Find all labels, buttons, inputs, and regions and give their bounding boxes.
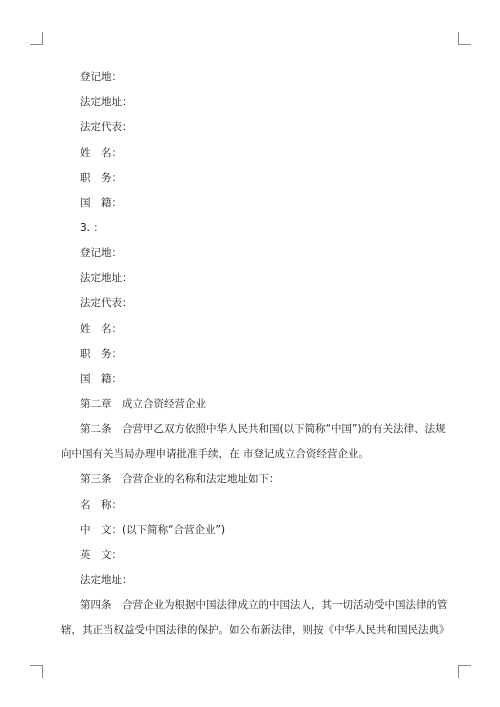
chapter-two-heading: 第二章 成立合资经营企业 [80, 398, 206, 410]
crop-mark-bottom-left [30, 665, 43, 678]
company-name-label: 名 称： [80, 499, 122, 511]
article-three: 第三条 合营企业的名称和法定地址如下： [80, 473, 280, 485]
party2-rep-nationality: 国 籍： [80, 197, 122, 209]
party3-legal-representative: 法定代表： [80, 297, 133, 309]
party3-legal-address: 法定地址： [80, 272, 133, 284]
company-name-chinese: 中 文：(以下简称“合营企业”) [80, 524, 226, 536]
crop-mark-top-left [30, 32, 43, 45]
crop-mark-top-right [458, 32, 471, 45]
company-legal-address: 法定地址： [80, 574, 133, 586]
party2-legal-address: 法定地址： [80, 96, 133, 108]
crop-mark-bottom-right [458, 665, 471, 678]
party3-registration-place: 登记地： [80, 247, 122, 259]
article-two-line-2: 向中国有关当局办理申请批准手续，在 市登记成立合资经营企业。 [61, 448, 369, 460]
party3-heading: 3. ： [80, 222, 104, 234]
party2-rep-position: 职 务： [80, 172, 122, 184]
article-four-line-1: 第四条 合营企业为根据中国法律成立的中国法人，其一切活动受中国法律的管 [80, 599, 448, 611]
party2-rep-name: 姓 名： [80, 147, 122, 159]
party3-rep-nationality: 国 籍： [80, 373, 122, 385]
party3-rep-name: 姓 名： [80, 323, 122, 335]
party2-registration-place: 登记地： [80, 71, 122, 83]
party2-legal-representative: 法定代表： [80, 121, 133, 133]
article-four-line-2: 辖，其正当权益受中国法律的保护。如公布新法律，则按《中华人民共和国民法典》 [61, 624, 450, 636]
company-name-english: 英 文： [80, 549, 122, 561]
party3-rep-position: 职 务： [80, 348, 122, 360]
article-two-line-1: 第二条 合营甲乙双方依照中华人民共和国(以下简称“中国”)的有关法律、法规 [80, 423, 446, 435]
